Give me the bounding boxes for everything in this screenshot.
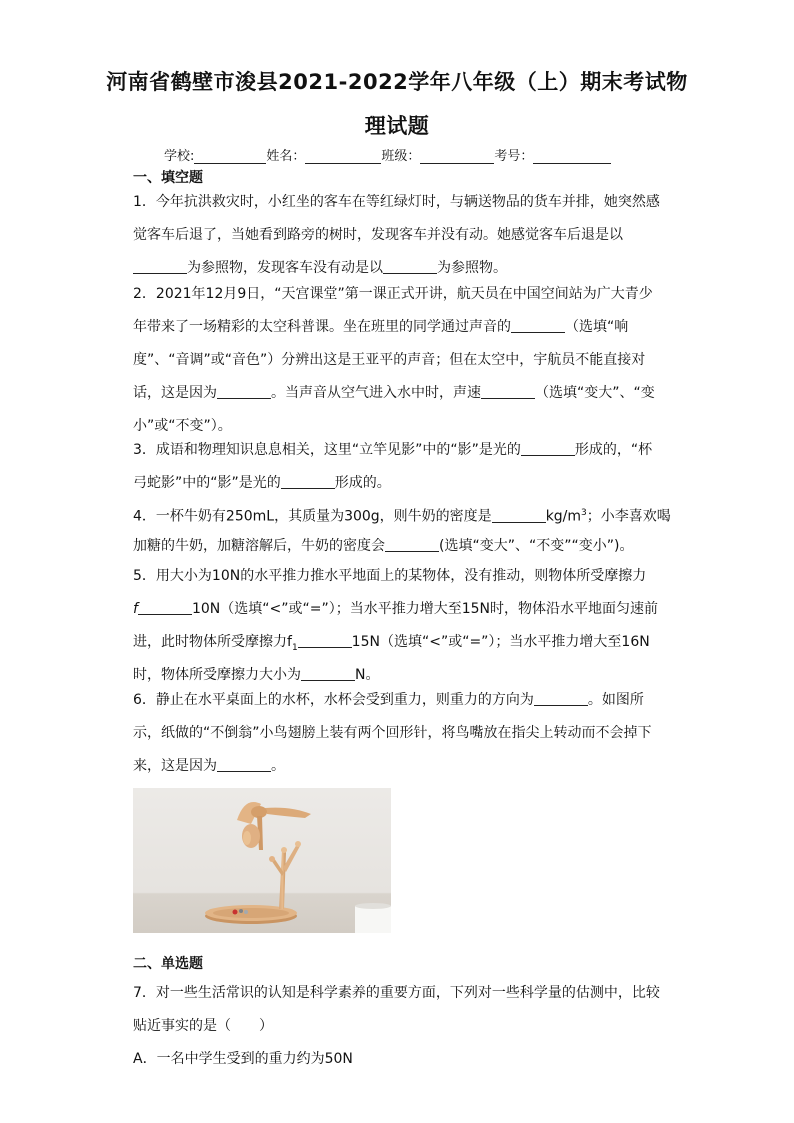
q4-line2 — [133, 530, 663, 563]
q2-line4-text-b: 。当声音从空气进入水中时，声速 — [271, 385, 481, 401]
question-6 — [133, 684, 663, 783]
q5-line2-text-b: 10N（选填“<”或“=”）；当水平推力增大至15N时，物体沿水平地面匀速前 — [191, 601, 658, 617]
exam-no-blank[interactable] — [533, 149, 611, 164]
answer-blank[interactable] — [492, 506, 546, 523]
answer-blank[interactable] — [301, 664, 355, 681]
q2-line3: 度”、“音调”或“音色”）分辨出这是王亚平的声音；但在太空中，宇航员不能直接对 — [133, 352, 646, 368]
q6-line3-text-a: 来，这是因为 — [133, 758, 217, 774]
q3-line2 — [133, 467, 663, 500]
school-label: 学校: — [164, 149, 195, 164]
q2-line4-text-c: （选填“变大”、“变 — [535, 385, 655, 401]
q2-line4-text-a: 话，这是因为 — [133, 385, 217, 401]
q2-line2-text-a: 年带来了一场精彩的太空科普课。坐在班里的同学通过声音的 — [133, 319, 511, 335]
q6-line1 — [133, 684, 663, 717]
q1-line1: 1．今年抗洪救灾时，小红坐的客车在等红绿灯时，与辆送物品的货车并排，她突然感 — [133, 194, 660, 210]
answer-blank[interactable] — [138, 598, 192, 615]
q7-line1: 7．对一些生活常识的认知是科学素养的重要方面，下列对一些科学量的估测中，比较 — [133, 985, 660, 1001]
answer-blank[interactable] — [217, 382, 271, 399]
answer-blank[interactable] — [217, 755, 271, 772]
q4-unit: kg/m — [545, 508, 582, 525]
section-fill-heading: 一、填空题 — [133, 170, 203, 186]
q1-line3-text-a: 为参照物，发现客车没有动是以 — [187, 260, 383, 276]
page-title-line1: 河南省鹤壁市浚县2021-2022学年八年级（上）期末考试物 — [106, 70, 688, 94]
q5-line3 — [133, 626, 663, 659]
school-blank[interactable] — [194, 149, 266, 164]
q5-line3-text-b: 15N（选填“<”或“=”）；当水平推力增大至16N — [351, 634, 650, 650]
q5-symbol-f: f — [133, 601, 138, 617]
q7-option-a[interactable]: A．一名中学生受到的重力约为50N — [133, 1051, 353, 1067]
answer-blank[interactable] — [521, 439, 575, 456]
student-info-row — [164, 145, 611, 164]
q5-line4-text-b: N。 — [355, 667, 380, 683]
q3-line2-text-b: 形成的。 — [334, 475, 391, 491]
q2-line1: 2．2021年12月9日，“天宫课堂”第一课正式开讲，航天员在中国空间站为广大青少 — [133, 286, 653, 302]
q4-unit-exponent: 3 — [581, 508, 587, 518]
question-1 — [133, 186, 663, 285]
answer-blank[interactable] — [385, 535, 439, 552]
q6-line1-text-a: 6．静止在水平桌面上的水杯，水杯会受到重力，则重力的方向为 — [133, 692, 534, 708]
question-4 — [133, 497, 671, 563]
q6-line2: 示，纸做的“不倒翁”小鸟翅膀上装有两个回形针，将鸟嘴放在指尖上转动而不会掉下 — [133, 725, 652, 741]
q4-line2-text-a: 加糖的牛奶，加糖溶解后，牛奶的密度会 — [133, 538, 385, 554]
class-label: 班级： — [381, 149, 421, 164]
balance-bird-photo — [133, 788, 391, 933]
name-blank[interactable] — [305, 149, 381, 164]
q2-line2-text-b: （选填“响 — [565, 319, 629, 335]
answer-blank[interactable] — [383, 257, 437, 274]
q5-line3-text-a: 进，此时物体所受摩擦力f — [133, 634, 292, 650]
question-7 — [133, 977, 663, 1076]
q4-line1-text-c: ；小李喜欢喝 — [586, 508, 671, 525]
answer-blank[interactable] — [481, 382, 535, 399]
q5-line1: 5．用大小为10N的水平推力推水平地面上的某物体，没有推动，则物体所受摩擦力 — [133, 568, 647, 584]
q3-line1-text-b: 形成的，“杯 — [574, 442, 653, 458]
question-5 — [133, 560, 663, 692]
name-label: 姓名： — [266, 149, 306, 164]
q3-line1-text-a: 3．成语和物理知识息息相关，这里“立竿见影”中的“影”是光的 — [133, 442, 521, 458]
section-single-heading: 二、单选题 — [133, 956, 203, 972]
answer-blank[interactable] — [298, 631, 352, 648]
answer-blank[interactable] — [133, 257, 187, 274]
q1-line3-text-b: 为参照物。 — [437, 260, 507, 276]
balance-bird-illustration — [133, 788, 391, 933]
q3-line2-text-a: 弓蛇影”中的“影”是光的 — [133, 475, 281, 491]
page-title-line2: 理试题 — [364, 114, 430, 138]
q2-line4 — [133, 377, 663, 410]
q6-line3-text-b: 。 — [271, 758, 285, 774]
q1-line2: 觉客车后退了，当她看到路旁的树时，发现客车并没有动。她感觉客车后退是以 — [133, 227, 623, 243]
q2-line5: 小”或“不变”）。 — [133, 418, 232, 434]
q4-line1-text-a: 4．一杯牛奶有250mL，其质量为300g，则牛奶的密度是 — [133, 508, 492, 525]
q5-line2 — [133, 593, 663, 626]
answer-blank[interactable] — [281, 472, 335, 489]
class-blank[interactable] — [420, 149, 494, 164]
question-3 — [133, 434, 663, 500]
q3-line1 — [133, 434, 663, 467]
q5-line4-text-a: 时，物体所受摩擦力大小为 — [133, 667, 301, 683]
q6-line3 — [133, 750, 663, 783]
exam-no-label: 考号： — [494, 149, 534, 164]
q7-line2: 贴近事实的是（ ） — [133, 1018, 273, 1034]
q5-subscript: 1 — [291, 642, 298, 653]
answer-blank[interactable] — [511, 316, 565, 333]
q2-line2 — [133, 311, 663, 344]
answer-blank[interactable] — [534, 689, 588, 706]
q4-line2-text-b: (选填“变大”、“不变”“变小”)。 — [439, 538, 634, 554]
question-2 — [133, 278, 663, 443]
q6-line1-text-b: 。如图所 — [587, 692, 644, 708]
q4-line1 — [133, 497, 671, 530]
